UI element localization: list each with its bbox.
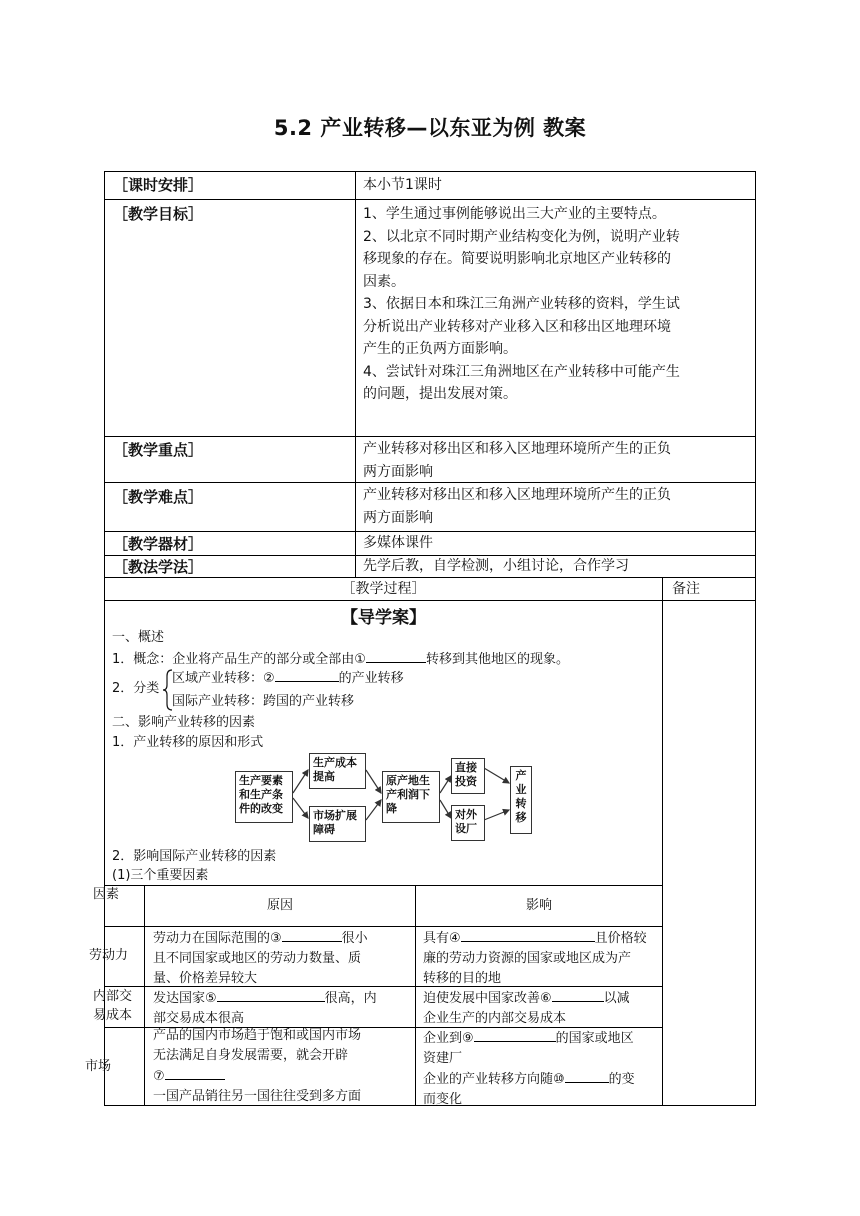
remarks-header: 备注 bbox=[672, 581, 700, 597]
section-overview: 一、概述 bbox=[112, 630, 165, 645]
key-points-text: 产业转移对移出区和移入区地理环境所产生的正负 两方面影响 bbox=[363, 441, 671, 480]
guide-title: 【导学案】 bbox=[341, 608, 426, 628]
factor-table bbox=[85, 885, 662, 1107]
subsection-causes: 1．产业转移的原因和形式 bbox=[112, 735, 264, 750]
flow-box-industry-transfer: 产业转移 bbox=[510, 766, 532, 834]
label-class-hours: ［课时安排］ bbox=[113, 176, 204, 194]
section-factors: 二、影响产业转移的因素 bbox=[112, 715, 256, 730]
subsection-three-factors: (1)三个重要因素 bbox=[112, 868, 209, 883]
subsection-international: 2．影响国际产业转移的因素 bbox=[112, 849, 277, 864]
class-international: 国际产业转移：跨国的产业转移 bbox=[172, 694, 355, 709]
label-difficulties: ［教学难点］ bbox=[113, 488, 204, 506]
difficulties-text: 产业转移对移出区和移入区地理环境所产生的正负 两方面影响 bbox=[363, 487, 671, 526]
flow-box-market-barrier: 市场扩展障碍 bbox=[309, 806, 366, 842]
process-header: ［教学过程］ bbox=[341, 581, 426, 597]
blank-1 bbox=[366, 648, 426, 663]
effect-market: 企业到⑨ 的国家或地区 资建厂 企业的产业转移方向随⑩ 的变 而变化 bbox=[423, 1027, 635, 1109]
header-reason: 原因 bbox=[266, 898, 293, 913]
label-key-points: ［教学重点］ bbox=[113, 441, 204, 459]
class-label: 2．分类 bbox=[112, 681, 160, 696]
reason-transaction-cost: 发达国家⑤ 很高，内 部交易成本很高 bbox=[153, 987, 377, 1029]
factor-market: 市场 bbox=[85, 1059, 112, 1074]
flow-box-overseas-factory: 对外设厂 bbox=[451, 805, 485, 841]
page-title: 5.2 产业转移—以东亚为例 教案 bbox=[273, 116, 587, 140]
label-teaching-goals: ［教学目标］ bbox=[113, 205, 204, 223]
header-effect: 影响 bbox=[525, 898, 552, 913]
flow-box-profit-decline: 原产地生产利润下降 bbox=[382, 771, 440, 823]
class-hours-value: 本小节1课时 bbox=[363, 177, 442, 193]
concept-line: 1．概念：企业将产品生产的部分或全部由① 转移到其他地区的现象。 bbox=[112, 648, 569, 670]
flow-box-direct-investment: 直接投资 bbox=[451, 758, 485, 794]
label-equipment: ［教学器材］ bbox=[113, 535, 204, 553]
effect-labor: 具有④ 且价格较 廉的劳动力资源的国家或地区成为产 转移的目的地 bbox=[423, 927, 647, 989]
equipment-text: 多媒体课件 bbox=[363, 535, 433, 551]
reason-market: 产品的国内市场趋于饱和或国内市场 无法满足自身发展需要，就会开辟 ⑦ 一国产品销往另一国往往受到多方面 bbox=[153, 1028, 362, 1104]
blank-2 bbox=[275, 667, 339, 682]
class-regional: 区域产业转移：② 的产业转移 bbox=[172, 667, 404, 689]
flow-box-cost-rise: 生产成本提高 bbox=[309, 753, 366, 789]
header-factor: 因素 bbox=[93, 887, 120, 902]
effect-transaction-cost: 迫使发展中国家改善⑥ 以减 企业生产的内部交易成本 bbox=[423, 987, 630, 1029]
methods-text: 先学后教，自学检测，小组讨论，合作学习 bbox=[363, 558, 629, 574]
flow-box-factors-change: 生产要素和生产条件的改变 bbox=[235, 771, 293, 823]
factor-labor: 劳动力 bbox=[89, 948, 129, 963]
reason-labor: 劳动力在国际范围的③ 很小 且不同国家或地区的劳动力数量、质 量、价格差异较大 bbox=[153, 927, 368, 989]
teaching-goals-text: 1、学生通过事例能够说出三大产业的主要特点。 2、以北京不同时期产业结构变化为例，说明产业转 移现象的存在。简要说明影响北京地区产业转移的 因素。 3、依据日本和珠江三角洲产业转移的资料，学生试 分析说出产业转移对产业移入区和移出区地理环境 产生的正负两方面影响。 4、尝试针对珠江三角洲地区在产业转移中可能产生 的问题，提出发展对策。 bbox=[363, 206, 680, 402]
factor-transaction-cost: 内部交易成本 bbox=[93, 989, 133, 1023]
label-methods: ［教法学法］ bbox=[113, 558, 204, 576]
